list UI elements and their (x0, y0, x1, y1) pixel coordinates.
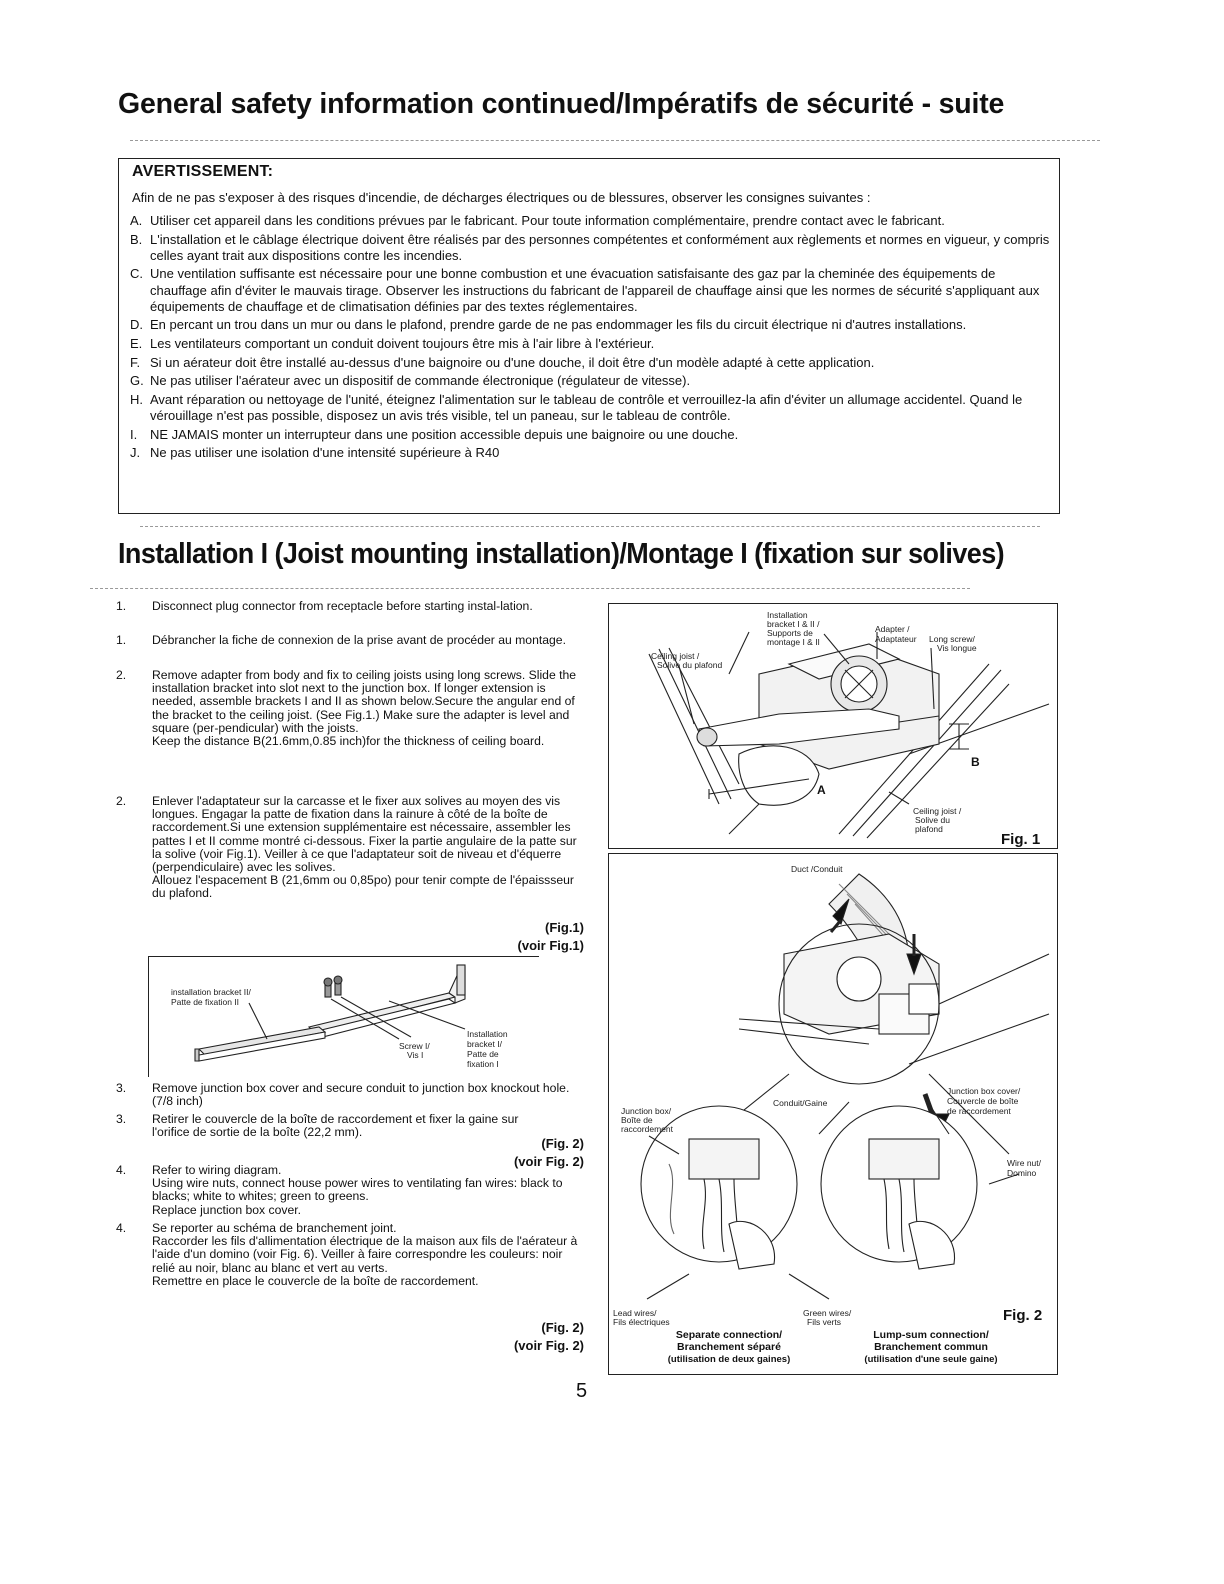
ceiling-joist-label: Ceiling joist / (651, 651, 700, 661)
warning-heading: AVERTISSEMENT: (132, 163, 274, 180)
warning-item (130, 355, 1052, 371)
bracket1-label: Patte de (467, 1049, 499, 1059)
fig-ref: (voir Fig. 2) (513, 1154, 584, 1169)
install-bracket-label: montage I & II (767, 637, 820, 647)
step-text: Débrancher la fiche de connexion de la prise avant de procéder au montage. (152, 633, 566, 647)
separate-caption: Separate connection/ (675, 1329, 783, 1341)
green-wires-label: Green wires/ (803, 1308, 852, 1318)
junction-box-label: Junction box/ (621, 1106, 672, 1116)
warning-item-key: G. (130, 373, 144, 389)
bracket1-label: Installation (467, 1029, 508, 1039)
figure-2-diagram (609, 854, 1057, 1374)
warning-item-key: A. (130, 213, 143, 228)
junction-box-cover-label: de raccordement (947, 1106, 1011, 1116)
warning-item (130, 317, 1052, 333)
junction-box-label: raccordement (621, 1124, 673, 1134)
step-text: Enlever l'adaptateur sur la carcasse et le fixer aux solives au moyen des vis longues. Engagar la patte de fixation dans la rainure à côté de la boîte de raccordement.Si une extension supplémentaire est nécessaire, assembler les pattes I et II comme montré ci-dessous. Fixer la partie angulaire de la patte sur la solive (voir Fig.1). Veiller à ce que l'adaptateur soit de niveau et d'équerre (perpendiculaire) avec les solives. (152, 794, 577, 875)
ceiling-joist-label: Solive du (915, 815, 950, 825)
bracket1-label: fixation I (467, 1059, 499, 1069)
fig-ref: (Fig. 2) (541, 1320, 584, 1335)
section-title: Installation I (Joist mounting installation)/Montage I (fixation sur solives) (118, 538, 1005, 570)
step-4-en (116, 1164, 586, 1217)
step-text: Disconnect plug connector from receptacle before starting instal-lation. (152, 599, 533, 613)
step-text: Raccorder les fils d'allimentation électrique de la maison aux fils de l'aérateur à l'aide d'un domino (voir Fig. 6). Veiller à faire correspondre les couleurs: noir relié au noir, blanc au blanc et vert au verts. (152, 1234, 578, 1275)
ceiling-joist-label: plafond (915, 824, 943, 834)
bracket2-label: installation bracket II/ (171, 987, 251, 997)
warning-item (130, 213, 1052, 229)
adapter-label: Adaptateur (875, 634, 917, 644)
step-text: Allouez l'espacement B (21,6mm ou 0,85po) pour tenir compte de l'épaissseur du plafond. (152, 873, 574, 901)
figure-2-label: Fig. 2 (1003, 1307, 1043, 1324)
step-number: 3. (116, 1112, 127, 1126)
warning-item-text: Utiliser cet appareil dans les conditions prévues par le fabricant. Pour toute information complémentaire, prendre contact avec le fabricant. (150, 213, 945, 228)
warning-item-key: B. (130, 231, 143, 247)
step-text: Retirer le couvercle de la boîte de raccordement et fixer la gaine sur l'orifice de sortie de la boîte (22,2 mm). (152, 1112, 519, 1140)
step-number: 2. (116, 668, 127, 682)
step-1-en (116, 600, 586, 613)
warning-item (130, 336, 1052, 352)
warning-item-key: I. (130, 426, 138, 442)
step-text: Se reporter au schéma de branchement joint. (152, 1221, 397, 1235)
step-number: 1. (116, 633, 127, 647)
step-text: Refer to wiring diagram. (152, 1163, 282, 1177)
warning-item-key: H. (130, 391, 143, 407)
warning-item-key: F. (130, 354, 141, 370)
conduit-label: Conduit/Gaine (773, 1098, 828, 1108)
warning-item-text: L'installation et le câblage électrique doivent être réalisés par des personnes compétentes et conformément aux règlements et normes en vigueur, y compris celles ayant trait aux dispositions contre les incendies. (150, 231, 1050, 263)
divider (140, 526, 1040, 527)
separate-caption: (utilisation de deux gaines) (667, 1354, 791, 1365)
install-bracket-label: Supports de (767, 628, 813, 638)
step-number: 3. (116, 1081, 127, 1095)
long-screw-label: Vis longue (937, 643, 977, 653)
warning-item-text: Avant réparation ou nettoyage de l'unité, éteignez l'alimentation sur le tableau de contrôle et verrouillez-la afin d'éviter un allumage accidentel. Quand le vérouillage n'est pas possible, disposez un avis trés visible, tel un paneau, sur le tableau de contrôle. (150, 391, 1023, 423)
install-bracket-label: Installation (767, 610, 808, 620)
warning-item-text: Ne pas utiliser une isolation d'une intensité supérieure à R40 (150, 445, 500, 461)
warning-item (130, 427, 1052, 443)
step-text: Replace junction box cover. (152, 1202, 302, 1217)
divider (90, 588, 970, 589)
step-2-en (116, 669, 586, 748)
warning-item (130, 266, 1052, 315)
ceiling-joist-label: Ceiling joist / (913, 806, 962, 816)
step-number: 1. (116, 599, 127, 613)
divider (130, 140, 1100, 141)
step-4-fr (116, 1222, 586, 1288)
warning-item-key: D. (130, 317, 143, 333)
page-number: 5 (576, 1380, 588, 1402)
junction-box-cover-label: Junction box cover/ (947, 1086, 1021, 1096)
step-text: Using wire nuts, connect house power wires to ventilating fan wires: black to blacks; white to whites; green to greens. (152, 1176, 563, 1204)
lump-caption: Lump-sum connection/ (873, 1329, 989, 1341)
warning-item (130, 392, 1052, 424)
step-text: Remove adapter from body and fix to ceiling joists using long screws. Slide the installation bracket into slot next to the junction box. If longer extension is needed, assemble brackets I and II as shown below.Secure the angular end of the bracket to the ceiling joist. (See Fig.1.) Make sure the adapter is level and square (per-pendicular) with the joists. (152, 668, 577, 735)
bracket2-label: Patte de fixation II (171, 997, 240, 1007)
bracket1-label: bracket I/ (467, 1039, 502, 1049)
lead-wires-label: Fils électriques (613, 1317, 670, 1327)
warning-item-text: Ne pas utiliser l'aérateur avec un dispositif de commande électronique (régulateur de vitesse). (150, 373, 691, 389)
warning-item-text: Une ventilation suffisante est nécessaire pour une bonne combustion et une évacuation satisfaisante des gaz par la cheminée des équipements de chauffage afin d'éviter le mauvais tirage. Observer les instructions du fabricant de l'appareil de chauffage ainsi que les normes de sécurité s'appliquant aux équipements de chauffage et de climatisation définies par des textes réglementaires. (150, 266, 1040, 314)
step-text: Remettre en place le couvercle de la boîte de raccordement. (152, 1273, 479, 1288)
fig-ref: (voir Fig. 2) (513, 1338, 584, 1353)
page-title: General safety information continued/Impératifs de sécurité - suite (118, 88, 1005, 120)
screw-label: Screw I/ (399, 1041, 430, 1051)
step-number: 2. (116, 794, 127, 808)
wire-nut-label: Domino (1007, 1168, 1037, 1178)
step-number: 4. (116, 1163, 127, 1177)
step-2-fr (116, 795, 586, 901)
warning-item-text: En percant un trou dans un mur ou dans le plafond, prendre garde de ne pas endommager les fils du circuit électrique ni d'autres installations. (150, 317, 967, 333)
step-1-fr (116, 634, 586, 647)
lump-caption: Branchement commun (874, 1341, 988, 1353)
figure-2 (608, 853, 1058, 1375)
step-number: 4. (116, 1221, 127, 1235)
wire-nut-label: Wire nut/ (1007, 1158, 1042, 1168)
lead-wires-label: Lead wires/ (613, 1308, 657, 1318)
warning-item-text: Si un aérateur doit être installé au-dessus d'une baignoire ou d'une douche, il doit être d'un modèle adapté à cette application. (150, 354, 875, 370)
warning-item-key: J. (130, 445, 141, 461)
screw-label: Vis I (407, 1050, 424, 1060)
dimension-b: B (971, 755, 980, 769)
step-text: Keep the distance B(21.6mm,0.85 inch)for the thickness of ceiling board. (152, 734, 545, 749)
separate-caption: Branchement séparé (677, 1341, 781, 1353)
figure-1-label: Fig. 1 (1001, 831, 1041, 848)
bracket-diagram (149, 957, 539, 1077)
warning-item (130, 373, 1052, 389)
dimension-a: A (817, 783, 826, 797)
fig-ref: (Fig.1) (545, 920, 584, 935)
adapter-label: Adapter / (875, 624, 910, 634)
warning-item (130, 232, 1052, 264)
fig-ref: (voir Fig.1) (517, 938, 584, 953)
green-wires-label: Fils verts (807, 1317, 841, 1327)
figure-1-diagram (609, 604, 1057, 848)
ceiling-joist-label: Solive du plafond (657, 660, 723, 670)
fig-ref: (Fig. 2) (541, 1136, 584, 1151)
warning-item-text: NE JAMAIS monter un interrupteur dans une position accessible depuis une baignoire ou une douche. (150, 426, 739, 442)
warning-item-key: C. (130, 266, 143, 282)
warning-item (130, 445, 1052, 461)
step-text: Remove junction box cover and secure conduit to junction box knockout hole. (7/8 inch) (152, 1081, 570, 1109)
junction-box-cover-label: Couvercle de boîte (947, 1096, 1019, 1106)
junction-box-label: Boîte de (621, 1115, 653, 1125)
bracket-figure (148, 956, 539, 1077)
warning-list (130, 213, 1052, 464)
figure-1 (608, 603, 1058, 849)
warning-intro: Afin de ne pas s'exposer à des risques d'incendie, de décharges électriques ou de blessures, observer les consignes suivantes : (132, 190, 871, 205)
warning-item-key: E. (130, 335, 143, 351)
duct-label: Duct /Conduit (791, 864, 843, 874)
install-bracket-label: bracket I & II / (767, 619, 820, 629)
step-3-en (116, 1082, 586, 1108)
long-screw-label: Long screw/ (929, 634, 975, 644)
lump-caption: (utilisation d'une seule gaine) (864, 1354, 998, 1365)
warning-item-text: Les ventilateurs comportant un conduit doivent toujours être mis à l'air libre à l'extérieur. (150, 335, 655, 351)
